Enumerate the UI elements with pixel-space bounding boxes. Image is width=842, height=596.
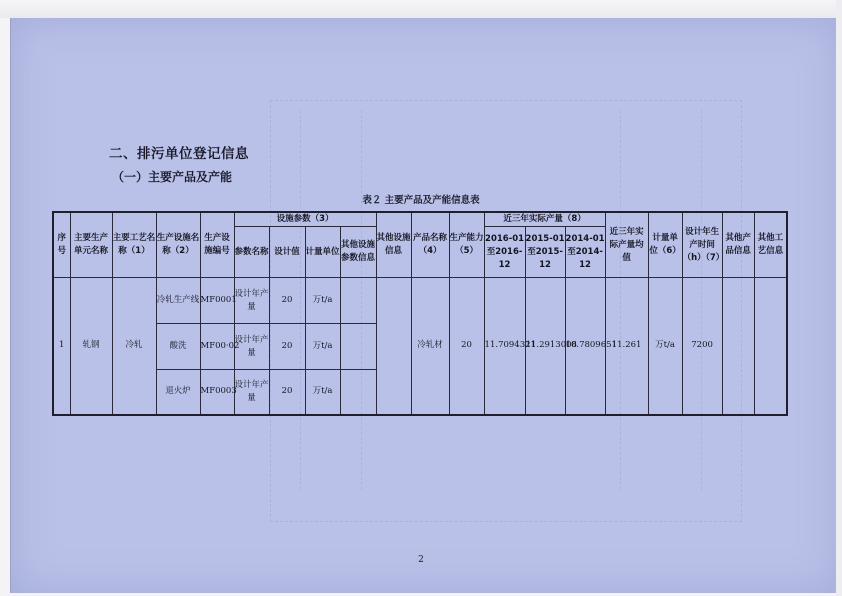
cell-hours: 7200 — [682, 278, 722, 415]
cell-other-param — [340, 370, 376, 415]
section-title: 二、排污单位登记信息 — [109, 146, 249, 162]
cell-other-param — [340, 324, 376, 370]
products-capacity-table — [52, 211, 788, 416]
header-capacity: 生产能力（5） — [449, 212, 484, 278]
header-avg: 近三年实际产量均值 — [605, 212, 648, 278]
cell-output-unit: 万t/a — [648, 278, 682, 415]
header-other-facility: 其他设施信息 — [376, 212, 411, 278]
header-other-process: 其他工艺信息 — [754, 212, 787, 278]
subsection-title: （一）主要产品及产能 — [112, 170, 233, 184]
cell-design-value: 20 — [269, 278, 305, 324]
header-out-unit: 计量单位（6） — [648, 212, 682, 278]
cell-facility-name: 酸洗 — [156, 324, 200, 370]
header-2015: 2015-01至2015-12 — [525, 227, 565, 278]
cell-facility-code: MF0003 — [200, 370, 234, 415]
cell-param-unit: 万t/a — [305, 370, 340, 415]
header-facility-code: 生产设施编号 — [200, 212, 234, 278]
header-output-group: 近三年实际产量（8） — [484, 212, 605, 227]
cell-facility-name: 冷轧生产线 — [156, 278, 200, 324]
header-2016: 2016-01至2016-12 — [484, 227, 525, 278]
header-hours: 设计年生产时间（h）（7） — [682, 212, 722, 278]
scan-top-margin — [0, 0, 842, 18]
cell-other-process — [754, 278, 787, 415]
header-design-value: 设计值 — [269, 227, 305, 278]
header-params-group: 设施参数（3） — [234, 212, 376, 227]
header-param-name: 参数名称 — [234, 227, 269, 278]
cell-process: 冷轧 — [112, 278, 156, 415]
table-caption: 表２ 主要产品及产能信息表 — [362, 195, 480, 206]
header-other-product: 其他产品信息 — [722, 212, 754, 278]
cell-other-product — [722, 278, 754, 415]
header-param-unit: 计量单位 — [305, 227, 340, 278]
header-unit: 主要生产单元名称 — [70, 212, 112, 278]
cell-unit: 轧钢 — [70, 278, 112, 415]
cell-other-facility — [376, 278, 411, 415]
cell-param-name: 设计年产量 — [234, 278, 269, 324]
cell-facility-code: MF00·02 — [200, 324, 234, 370]
cell-param-unit: 万t/a — [305, 278, 340, 324]
cell-seq: 1 — [53, 278, 70, 415]
header-other-param: 其他设施参数信息 — [340, 227, 376, 278]
header-2014: 2014-01至2014-12 — [565, 227, 605, 278]
header-facility-name: 生产设施名称（2） — [156, 212, 200, 278]
scan-right-margin — [836, 0, 842, 596]
page-number: 2 — [418, 555, 424, 565]
cell-param-name: 设计年产量 — [234, 324, 269, 370]
cell-capacity: 20 — [449, 278, 484, 415]
cell-param-name: 设计年产量 — [234, 370, 269, 415]
cell-product-name: 冷轧材 — [411, 278, 449, 415]
header-process: 主要工艺名称（1） — [112, 212, 156, 278]
cell-output-2016: 11.7094321 — [484, 278, 525, 415]
cell-facility-name: 退火炉 — [156, 370, 200, 415]
cell-output-2014: 10.7809651 — [565, 278, 605, 415]
cell-facility-code: MF0001 — [200, 278, 234, 324]
cell-design-value: 20 — [269, 324, 305, 370]
cell-param-unit: 万t/a — [305, 324, 340, 370]
cell-design-value: 20 — [269, 370, 305, 415]
cell-output-avg: 11.261 — [605, 278, 648, 415]
header-seq: 序号 — [53, 212, 70, 278]
cell-output-2015: 11.2913008 — [525, 278, 565, 415]
header-product-name: 产品名称（4） — [411, 212, 449, 278]
cell-other-param — [340, 278, 376, 324]
